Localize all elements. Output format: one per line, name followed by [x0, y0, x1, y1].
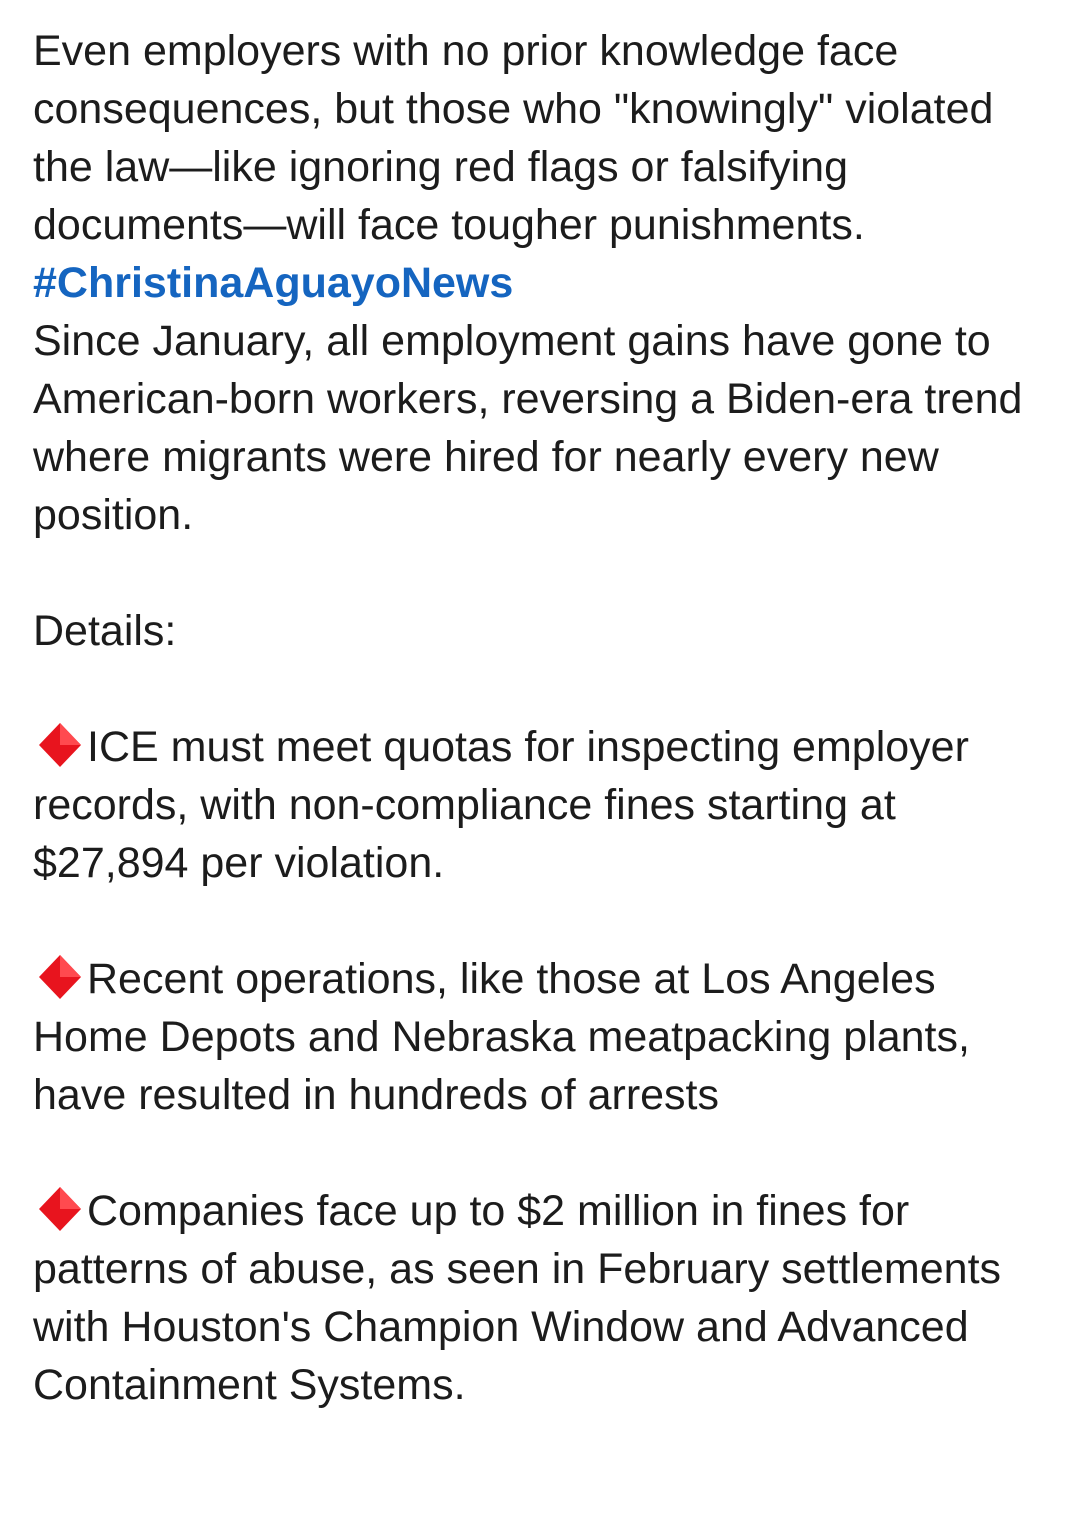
- bullet-text: ICE must meet quotas for inspecting employer records, with non-compliance fines starting at $27,894 per violation.: [33, 723, 969, 887]
- details-label: Details:: [33, 607, 177, 655]
- spacer: [33, 544, 1048, 602]
- red-diamond-icon: [33, 723, 87, 767]
- spacer: [33, 1124, 1048, 1182]
- red-diamond-icon: [33, 1187, 87, 1231]
- bullet-item: [33, 950, 1048, 1124]
- bullet-item: [33, 1182, 1048, 1414]
- post-paragraph-intro: Even employers with no prior knowledge face consequences, but those who "knowingly" violated the law—like ignoring red flags or falsifying documents—will face tougher punishments.: [33, 27, 994, 249]
- bullet-item: [33, 718, 1048, 892]
- spacer: [33, 892, 1048, 950]
- post-body: [33, 22, 1048, 1414]
- red-diamond-icon: [33, 955, 87, 999]
- bullet-text: Companies face up to $2 million in fines for patterns of abuse, as seen in February settlements with Houston's Champion Window and Advanced Containment Systems.: [33, 1187, 1002, 1409]
- bullet-text: Recent operations, like those at Los Angeles Home Depots and Nebraska meatpacking plants, have resulted in hundreds of arrests: [33, 955, 970, 1119]
- post-paragraph-employment: Since January, all employment gains have gone to American-born workers, reversing a Biden-era trend where migrants were hired for nearly every new position.: [33, 317, 1023, 539]
- hashtag-link[interactable]: #ChristinaAguayoNews: [33, 259, 514, 307]
- spacer: [33, 660, 1048, 718]
